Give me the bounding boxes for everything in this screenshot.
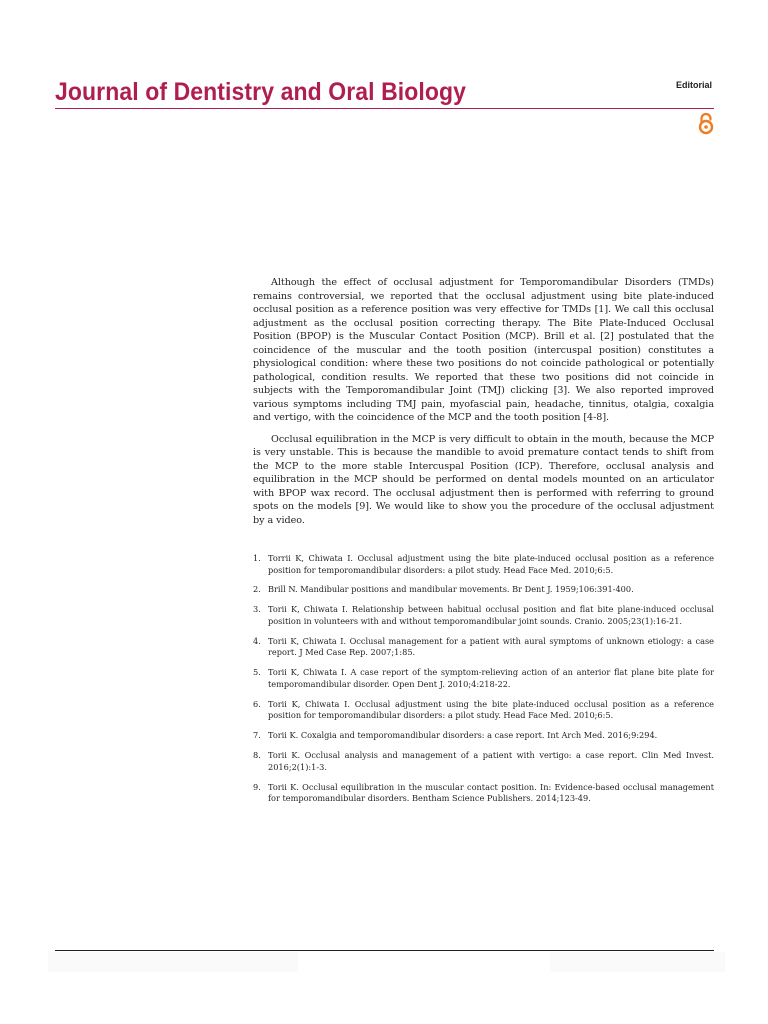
reference-number: 3. (253, 604, 261, 615)
reference-number: 6. (253, 698, 261, 709)
reference-text: Brill N. Mandibular positions and mandibular movements. Br Dent J. 1959;106:391-400. (268, 584, 634, 595)
reference-item (253, 699, 714, 722)
journal-title: Journal of Dentistry and Oral Biology (55, 78, 467, 106)
reference-item (253, 636, 714, 659)
reference-text: Torii K, Chiwata I. A case report of the symptom-relieving action of an anterior flat plane bite plate for temporomandibular disorder. Open Dent J. 2010;4:218-22. (268, 667, 714, 689)
reference-text: Torii K, Chiwata I. Occlusal management for a patient with aural symptoms of unknown etiology: a case report. J Med Case Rep. 2007;1:85. (268, 635, 714, 658)
reference-text: Torii K, Chiwata I. Occlusal adjustment using the bite plate-induced occlusal position as a reference position for temporomandibular disorders: a pilot study. Head Face Med. 2010;6:5. (268, 698, 714, 721)
reference-item (253, 553, 714, 576)
reference-list (253, 553, 714, 805)
reference-text: Torrii K, Chiwata I. Occlusal adjustment using the bite plate-induced occlusal position as a reference position for temporomandibular disorders: a pilot study. Head Face Med. 2010;6:5. (268, 553, 714, 575)
reference-item (253, 782, 714, 805)
reference-item (253, 604, 714, 627)
reference-number: 7. (253, 730, 261, 741)
reference-number: 8. (253, 750, 261, 761)
reference-item (253, 730, 714, 742)
footer-band (48, 952, 298, 972)
reference-number: 1. (253, 553, 261, 563)
reference-text: Torii K. Occlusal equilibration in the muscular contact position. In: Evidence-based occlusal management for temporomandibular disorders. Bentham Science Publishers. 2014;123-49. (268, 781, 714, 804)
page-header (55, 76, 714, 112)
reference-text: Torii K, Chiwata I. Relationship between habitual occlusal position and flat bite plane-induced occlusal position in volunteers with and without temporomandibular joint sounds. Cranio. 2005;23(1):16-21. (268, 604, 714, 626)
body-paragraph: Occlusal equilibration in the MCP is very difficult to obtain in the mouth, because the MCP is very unstable. This is because the mandible to avoid premature contact tends to shift from the MCP to the more stable Intercuspal Position (ICP). Therefore, occlusal analysis and equilibration in the MCP should be performed on dental models mounted on an articulator with BPOP wax record. The occlusal adjustment then is performed with referring to ground spots on the models [9]. We would like to show you the procedure of the occlusal adjustment by a video. (253, 433, 714, 526)
header-divider (55, 108, 714, 109)
reference-item (253, 584, 714, 596)
reference-number: 9. (253, 781, 261, 792)
body-paragraph: Although the effect of occlusal adjustment for Temporomandibular Disorders (TMDs) remains controversial, we reported that the occlusal adjustment using bite plate-induced occlusal position as a reference position was very effective for TMDs [1]. We call this occlusal adjustment as the occlusal position correcting therapy. The Bite Plate-Induced Occlusal Position (BPOP) is the Muscular Contact Position (MCP). Brill et al. [2] postulated that the coincidence of the muscular and the tooth position (intercuspal position) constitutes a physiological condition: where these two positions do not coincide pathological or potentially pathological, condition results. We reported that these two positions did not coincide in subjects with the Temporomandibular Joint (TMJ) clicking [3]. We also reported improved various symptoms including TMJ pain, myofascial pain, headache, tinnitus, otalgia, coxalgia and vertigo, with the coincidence of the MCP and the tooth position [4-8]. (253, 277, 714, 423)
reference-item (253, 750, 714, 773)
open-access-lock-icon (697, 111, 715, 135)
reference-number: 4. (253, 635, 261, 646)
footer-divider (55, 950, 714, 951)
reference-text: Torii K. Coxalgia and temporomandibular disorders: a case report. Int Arch Med. 2016;9:294. (268, 730, 658, 741)
article-content (253, 276, 714, 813)
article-type-label: Editorial (675, 80, 712, 90)
reference-number: 5. (253, 667, 261, 678)
reference-text: Torii K. Occlusal analysis and management of a patient with vertigo: a case report. Clin Med Invest. 2016;2(1):1-3. (268, 750, 714, 772)
reference-number: 2. (253, 584, 261, 595)
reference-item (253, 667, 714, 690)
footer-band (550, 952, 725, 972)
